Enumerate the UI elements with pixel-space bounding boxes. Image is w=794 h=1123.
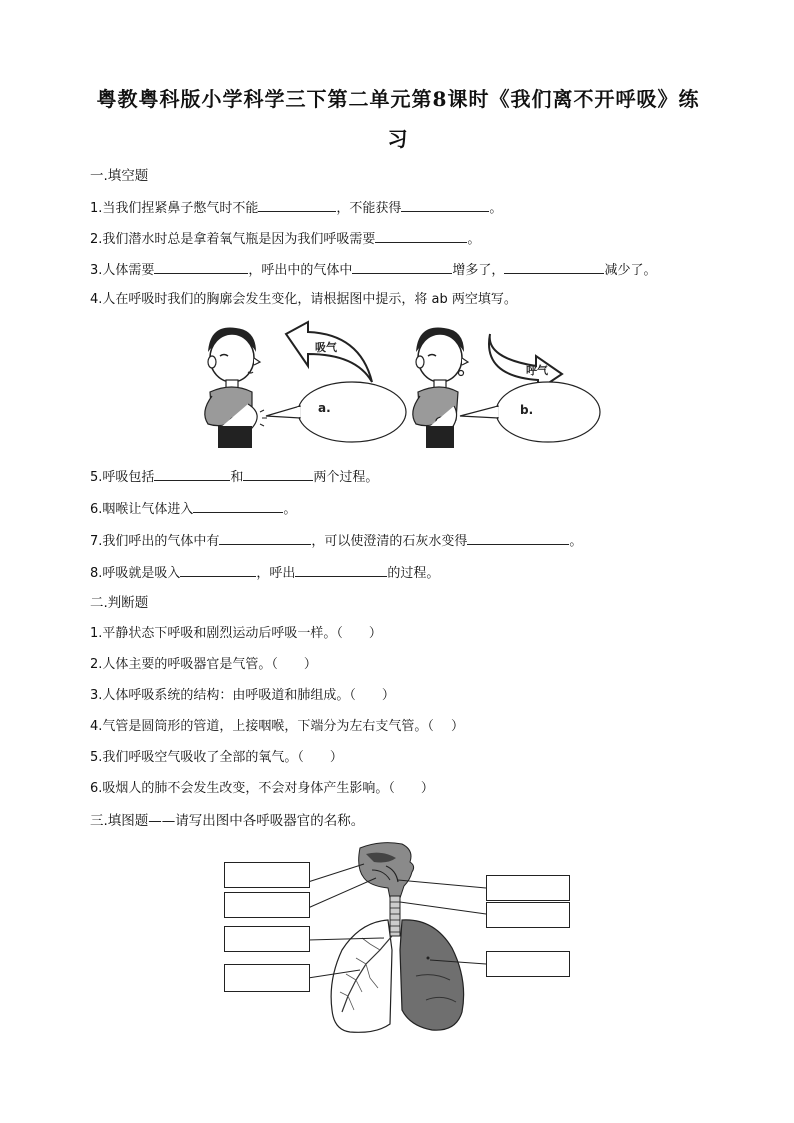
judgment-item-5: 5.我们呼吸空气吸收了全部的氧气。（ ） xyxy=(90,750,343,765)
exhale-label: 呼气 xyxy=(526,364,548,377)
organ-label-box-larynx[interactable] xyxy=(486,902,570,928)
section-heading-fill-blank: 一.填空题 xyxy=(90,168,149,184)
judgment-item-2: 2.人体主要的呼吸器官是气管。（ ） xyxy=(90,657,317,672)
answer-blank[interactable] xyxy=(154,260,248,274)
inhaling-child-illustration xyxy=(205,328,267,449)
question-3: 3.人体需要 ，呼出中的气体中 增多了， 减少了。 xyxy=(90,260,656,280)
question-1: 1.当我们捏紧鼻子憋气时不能 ，不能获得 。 xyxy=(90,198,502,218)
left-lung-bronchi-illustration xyxy=(331,920,392,1032)
question-4: 4.人在呼吸时我们的胸廓会发生变化，请根据图中提示，将 ab 两空填写。 xyxy=(90,292,517,307)
organ-label-box-trachea[interactable] xyxy=(224,926,310,952)
judgment-item-6: 6.吸烟人的肺不会发生改变，不会对身体产生影响。（ ） xyxy=(90,781,434,796)
question-8: 8.呼吸就是吸入 ，呼出 的过程。 xyxy=(90,563,439,583)
question-5: 5.呼吸包括 和 两个过程。 xyxy=(90,467,378,487)
page-title: 粤教粤科版小学科学三下第二单元第8课时《我们离不开呼吸》练 xyxy=(96,87,700,111)
leader-line xyxy=(398,880,486,888)
organ-label-box-nasal-cavity[interactable] xyxy=(224,862,310,888)
speech-bubble-a xyxy=(266,382,406,442)
bubble-b-label: b. xyxy=(520,403,534,417)
question-6: 6.咽喉让气体进入 。 xyxy=(90,499,296,519)
judgment-item-1: 1.平静状态下呼吸和剧烈运动后呼吸一样。（ ） xyxy=(90,626,382,641)
right-lung-illustration xyxy=(400,920,464,1030)
organ-label-box-lung[interactable] xyxy=(486,951,570,977)
answer-blank[interactable] xyxy=(219,531,311,545)
answer-blank[interactable] xyxy=(352,260,452,274)
page-title-continued: 习 xyxy=(387,127,409,151)
answer-blank[interactable] xyxy=(375,229,467,243)
answer-blank[interactable] xyxy=(154,467,230,481)
breathing-figure xyxy=(190,320,610,455)
leader-line xyxy=(400,902,486,914)
trachea-illustration xyxy=(390,896,400,936)
judgment-item-3: 3.人体呼吸系统的结构：由呼吸道和肺组成。（ ） xyxy=(90,688,395,703)
leader-line xyxy=(308,864,364,882)
organ-label-box-bronchi[interactable] xyxy=(224,964,310,992)
bubble-a-label: a. xyxy=(318,401,331,415)
answer-blank[interactable] xyxy=(467,531,569,545)
answer-blank[interactable] xyxy=(295,563,387,577)
section-heading-true-false: 二.判断题 xyxy=(90,595,149,611)
answer-blank[interactable] xyxy=(180,563,256,577)
organ-label-box-throat[interactable] xyxy=(486,875,570,901)
organ-label-box-pharynx[interactable] xyxy=(224,892,310,918)
head-cross-section-illustration xyxy=(359,843,414,898)
question-2: 2.我们潜水时总是拿着氧气瓶是因为我们呼吸需要 。 xyxy=(90,229,480,249)
exhaling-child-illustration xyxy=(413,328,468,449)
answer-blank[interactable] xyxy=(258,198,336,212)
section-heading-label-diagram: 三.填图题——请写出图中各呼吸器官的名称。 xyxy=(90,813,365,829)
leader-line xyxy=(308,878,376,908)
question-7: 7.我们呼出的气体中有 ，可以使澄清的石灰水变得 。 xyxy=(90,531,582,551)
judgment-item-4: 4.气管是圆筒形的管道，上接咽喉，下端分为左右支气管。（ ） xyxy=(90,719,465,734)
inhale-label: 吸气 xyxy=(315,341,337,354)
answer-blank[interactable] xyxy=(193,499,283,513)
answer-blank[interactable] xyxy=(243,467,313,481)
answer-blank[interactable] xyxy=(401,198,489,212)
answer-blank[interactable] xyxy=(504,260,604,274)
